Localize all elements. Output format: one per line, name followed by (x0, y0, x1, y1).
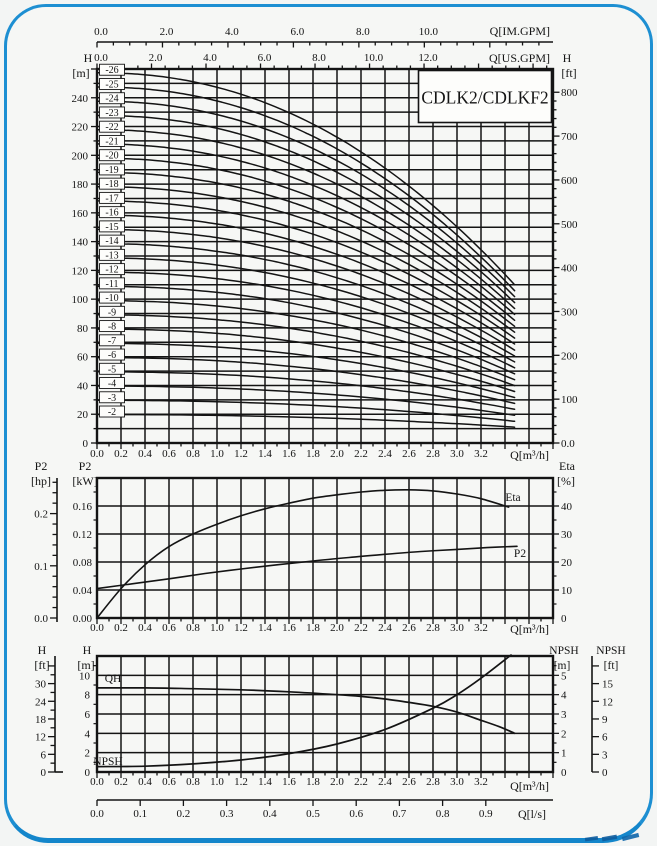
stage-curve (97, 272, 515, 368)
x-tick-label: 0.4 (138, 622, 152, 634)
stage-label: -12 (105, 264, 119, 276)
stage-label: -18 (105, 179, 119, 191)
h-ft-unit: [ft] (561, 66, 577, 80)
stage-label: -9 (107, 307, 117, 319)
npsh-ft-tick-label: 15 (602, 678, 613, 691)
ls-tick-label: 0.9 (478, 808, 493, 820)
stage-curve (97, 415, 515, 428)
h-ft-tick-label: 700 (561, 131, 578, 144)
h-ft-tick-label: 0 (40, 767, 46, 779)
h-m-tick-label: 8 (84, 689, 90, 702)
h-m-tick-label: 240 (71, 92, 88, 105)
npsh-ft-header: NPSH (596, 645, 626, 657)
stage-curve (97, 315, 515, 386)
x-tick-label: 1.2 (234, 776, 248, 788)
x-tick-label: 1.6 (282, 622, 296, 634)
h-ft-tick-label: 6 (40, 749, 46, 762)
p2-kw-tick-label: 0.04 (72, 585, 92, 597)
npsh-m-tick-label: 4 (561, 689, 567, 702)
x-tick-label: 2.8 (426, 776, 440, 788)
eta-curve (97, 490, 509, 618)
x-tick-label: 2.8 (426, 448, 440, 460)
npsh-m-tick-label: 2 (561, 728, 567, 741)
h-m-tick-label: 100 (71, 294, 88, 307)
axis-label-q-ls: Q[l/s] (518, 807, 546, 821)
h-ft-tick-label: 100 (561, 394, 578, 407)
x-tick-label: 2.0 (330, 776, 344, 788)
h-ft-tick-label: 12 (35, 731, 46, 744)
eta-tick-label: 30 (561, 529, 572, 541)
npsh-m-header: NPSH (549, 645, 579, 657)
npsh-m-tick-label: 1 (561, 747, 567, 760)
h-m-tick-label: 160 (71, 207, 88, 220)
ls-tick-label: 0.3 (219, 808, 234, 820)
h-ft-tick-label: 0.0 (561, 438, 575, 450)
x-tick-label: 1.6 (282, 776, 296, 788)
x-tick-label: 0.8 (186, 776, 200, 788)
x-tick-label: 1.8 (306, 622, 320, 634)
x-tick-label: 2.6 (402, 448, 416, 460)
h-m-tick-label: 2 (84, 747, 90, 760)
x-tick-label: 1.6 (282, 448, 296, 460)
stage-label: -8 (107, 321, 117, 333)
h-ft-tick-label: 200 (561, 350, 578, 363)
eta-header: Eta (559, 459, 575, 473)
h-ft-tick-label: 30 (35, 678, 46, 691)
stage-label: -3 (107, 392, 117, 404)
axis-label-q-m3h-bot: Q[m³/h] (510, 779, 549, 793)
eta-tick-label: 40 (561, 501, 572, 513)
x-tick-label: 0.0 (90, 448, 104, 460)
stage-label: -22 (105, 122, 119, 134)
eta-unit: [%] (557, 474, 575, 488)
watermark-dash (585, 836, 598, 841)
x-tick-label: 0.8 (186, 448, 200, 460)
p2-kw-tick-label: 0.08 (72, 557, 92, 569)
npsh-curve (97, 655, 511, 767)
stage-label: -4 (107, 378, 117, 390)
im-tick-label: 2.0 (159, 26, 174, 38)
x-tick-label: 2.2 (354, 776, 368, 788)
eta-tick-label: 20 (561, 557, 572, 569)
axis-label-us-gpm: Q[US.GPM] (488, 51, 550, 65)
stage-label: -6 (107, 350, 117, 362)
h-m-tick-label: 180 (71, 179, 88, 192)
h-m2-header: H (82, 643, 92, 657)
stage-label: -24 (105, 93, 119, 105)
h-ft-tick-label: 400 (561, 262, 578, 275)
stage-label: -23 (105, 107, 119, 119)
us-tick-label: 6.0 (257, 52, 272, 64)
us-tick-label: 12.0 (418, 52, 438, 64)
npsh-ft-tick-label: 0 (602, 767, 608, 779)
npsh-ft-tick-label: 12 (602, 696, 613, 709)
x-tick-label: 3.0 (450, 448, 464, 460)
x-tick-label: 2.4 (378, 776, 392, 788)
watermark-dash (602, 835, 618, 842)
x-tick-label: 3.2 (474, 776, 488, 788)
watermark-marks (585, 833, 639, 842)
us-tick-label: 4.0 (203, 52, 217, 64)
ls-tick-label: 0.7 (392, 808, 407, 820)
x-tick-label: 2.6 (402, 622, 416, 634)
npsh-curve-label: NPSH (93, 756, 123, 768)
x-tick-label: 0.2 (114, 622, 128, 634)
x-tick-label: 2.2 (354, 448, 368, 460)
x-tick-label: 0.2 (114, 776, 128, 788)
h-m-tick-label: 220 (71, 121, 88, 134)
x-tick-label: 0.0 (90, 622, 104, 634)
stage-label: -7 (107, 335, 117, 347)
p2-kw-tick-label: 0.00 (72, 613, 92, 625)
stage-label: -13 (105, 250, 119, 262)
x-tick-label: 2.2 (354, 622, 368, 634)
h-m-tick-label: 4 (84, 728, 90, 741)
x-tick-label: 0.6 (162, 622, 176, 634)
h-ft-header: H (562, 51, 572, 65)
ls-tick-label: 0.2 (176, 808, 191, 820)
x-tick-label: 1.0 (210, 776, 224, 788)
h-ft-tick-label: 800 (561, 87, 578, 100)
p2-hp-tick-label: 0.2 (34, 508, 48, 521)
npsh-ft-tick-label: 9 (602, 713, 608, 726)
us-tick-label: 2.0 (148, 52, 163, 64)
stage-label: -25 (105, 79, 119, 91)
axis-label-q-m3h-top: Q[m³/h] (510, 448, 549, 462)
stage-curve (97, 116, 515, 303)
x-tick-label: 1.0 (210, 622, 224, 634)
im-tick-label: 8.0 (355, 26, 370, 38)
h-m-tick-label: 80 (77, 322, 88, 335)
ls-tick-label: 0.6 (349, 808, 364, 820)
x-tick-label: 1.2 (234, 622, 248, 634)
ls-tick-label: 0.0 (90, 808, 104, 820)
npsh-m-tick-label: 3 (561, 709, 567, 721)
x-tick-label: 0.4 (138, 776, 152, 788)
p2-kw-tick-label: 0.12 (72, 529, 92, 541)
x-tick-label: 3.2 (474, 448, 488, 460)
h-m-tick-label: 200 (71, 150, 88, 163)
im-tick-label: 4.0 (225, 26, 239, 38)
npsh-ft-unit: [ft] (603, 660, 619, 672)
stage-label: -14 (105, 236, 119, 248)
stage-label: -5 (107, 364, 117, 376)
stage-label: -11 (105, 278, 119, 290)
p2-hp-tick-label: 0.1 (34, 560, 48, 573)
h-ft-tick-label: 500 (561, 218, 578, 231)
ls-tick-label: 0.4 (262, 808, 277, 820)
power-efficiency-chart (34, 478, 572, 634)
stage-label: -15 (105, 221, 119, 233)
npsh-ft-tick-label: 3 (602, 749, 608, 762)
x-tick-label: 1.8 (306, 448, 320, 460)
eta-tick-label: 0 (561, 613, 567, 625)
stage-label: -20 (105, 150, 119, 162)
p2-hp-tick-label: 0.0 (34, 613, 48, 625)
h-m-tick-label: 60 (77, 351, 88, 364)
stage-label: -16 (105, 207, 119, 219)
ls-tick-label: 0.5 (306, 808, 320, 820)
us-tick-label: 8.0 (312, 52, 326, 64)
h-ft-tick-label: 600 (561, 174, 578, 187)
x-tick-label: 3.0 (450, 776, 464, 788)
npsh-m-unit: [m] (553, 660, 571, 672)
x-tick-label: 1.4 (258, 448, 272, 460)
im-tick-label: 0.0 (94, 26, 108, 38)
h-m-tick-label: 0 (82, 438, 88, 450)
x-tick-label: 1.2 (234, 448, 248, 460)
x-tick-label: 2.4 (378, 448, 392, 460)
h-m-tick-label: 10 (79, 670, 90, 683)
h-m-unit: [m] (72, 66, 90, 80)
h-ft2-unit: [ft] (34, 658, 50, 672)
axis-label-q-m3h-mid: Q[m³/h] (510, 622, 549, 636)
x-tick-label: 1.4 (258, 776, 272, 788)
x-tick-label: 2.8 (426, 622, 440, 634)
p2-curve-label: P2 (513, 548, 527, 560)
stage-curve (97, 215, 515, 344)
h-m-tick-label: 140 (71, 236, 88, 249)
x-tick-label: 0.0 (90, 776, 104, 788)
p2-kw-unit: [kW] (72, 474, 98, 488)
h-ft-tick-label: 300 (561, 306, 578, 319)
npsh-m-tick-label: 0 (561, 767, 567, 779)
x-tick-label: 2.0 (330, 622, 344, 634)
h-m-tick-label: 120 (71, 265, 88, 278)
stage-label: -19 (105, 164, 119, 176)
x-tick-label: 0.2 (114, 448, 128, 460)
ls-tick-label: 0.1 (133, 808, 148, 820)
watermark-dash (622, 833, 640, 841)
h-m-tick-label: 40 (77, 380, 88, 393)
im-tick-label: 10.0 (418, 26, 438, 38)
x-tick-label: 2.0 (330, 448, 344, 460)
qh-curve-label: QH (104, 673, 122, 685)
x-tick-label: 2.4 (378, 622, 392, 634)
h-ft-tick-label: 24 (35, 696, 46, 709)
h-ft2-header: H (37, 643, 47, 657)
stage-label: -10 (105, 293, 119, 305)
x-tick-label: 3.0 (450, 622, 464, 634)
p2-hp-unit: [hp] (31, 474, 51, 488)
eta-tick-label: 10 (561, 585, 572, 597)
us-tick-label: 0.0 (94, 52, 108, 64)
h-m-tick-label: 20 (77, 409, 88, 422)
eta-curve-label: Eta (505, 492, 521, 504)
x-tick-label: 0.6 (162, 776, 176, 788)
axis-label-im-gpm: Q[IM.GPM] (489, 24, 550, 38)
x-tick-label: 1.4 (258, 622, 272, 634)
x-tick-label: 3.2 (474, 622, 488, 634)
us-tick-label: 10.0 (363, 52, 384, 64)
x-tick-label: 0.4 (138, 448, 152, 460)
qh-npsh-chart (35, 655, 614, 820)
x-tick-label: 1.8 (306, 776, 320, 788)
im-tick-label: 6.0 (290, 26, 305, 38)
x-tick-label: 0.6 (162, 448, 176, 460)
p2-hp-header: P2 (34, 459, 48, 473)
x-tick-label: 1.0 (210, 448, 224, 460)
h-m-tick-label: 0 (84, 767, 90, 779)
npsh-ft-tick-label: 6 (602, 731, 608, 744)
stage-label: -17 (105, 193, 119, 205)
p2-kw-header: P2 (78, 459, 92, 473)
ls-tick-label: 0.8 (435, 808, 450, 820)
p2-kw-tick-label: 0.16 (72, 501, 92, 513)
stage-label: -2 (107, 407, 117, 419)
model-title: CDLK2/CDLKF2 (421, 87, 549, 108)
x-tick-label: 0.8 (186, 622, 200, 634)
stage-label: -21 (105, 136, 119, 148)
h-ft-tick-label: 18 (35, 713, 46, 726)
h-m2-unit: [m] (77, 658, 95, 672)
h-m-header: H (83, 51, 93, 65)
stage-label: -26 (105, 65, 119, 77)
npsh-m-tick-label: 5 (561, 670, 567, 683)
x-tick-label: 2.6 (402, 776, 416, 788)
h-m-tick-label: 6 (84, 709, 90, 721)
